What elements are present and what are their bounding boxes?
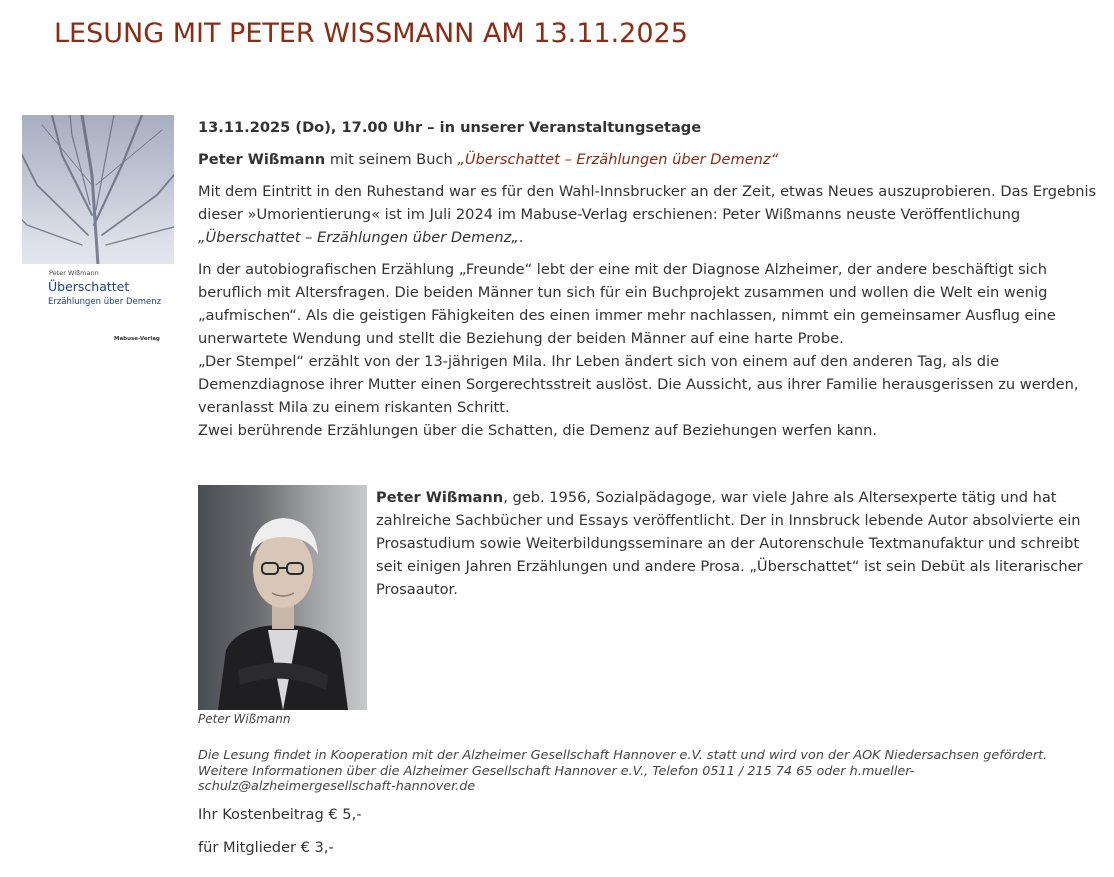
event-description: [198, 116, 1098, 442]
cover-author: Peter Wißmann: [49, 269, 99, 277]
intro-paragraph: [198, 180, 1098, 249]
intro-book-title: „Überschattet – Erzählungen über Demenz„: [198, 229, 519, 246]
cover-title-band: [22, 264, 174, 355]
portrait-caption: Peter Wißmann: [198, 712, 291, 726]
bio-text: , geb. 1956, Sozialpädagoge, war viele Jahre als Altersexperte tätig und hat zahlreiche Sachbücher und Essays veröffentlicht. Der in Innsbruck lebende Autor absolvierte ein Prosastudium sowie Weiterbildungsseminare an der Autorenschule Textmanufaktur und schreibt seit einigen Jahren Erzählungen und andere Prosa. „Überschattet“ ist sein Debüt als literarischer Prosaautor.: [376, 489, 1083, 598]
book-title: „Überschattet – Erzählungen über Demenz“: [457, 151, 779, 168]
notice-line-1: Die Lesung findet in Kooperation mit der Alzheimer Gesellschaft Hannover e.V. statt und wird von der AOK Niedersachsen gefördert.: [198, 748, 1048, 763]
tree-canopy-graphic: [22, 115, 174, 265]
price-members: für Mitglieder € 3,-: [198, 839, 334, 856]
story-summary: Zwei berührende Erzählungen über die Schatten, die Demenz auf Beziehungen werfen kann.: [198, 422, 878, 439]
book-line: [198, 148, 1098, 171]
price-regular: Ihr Kostenbeitrag € 5,-: [198, 806, 362, 823]
event-date-line: 13.11.2025 (Do), 17.00 Uhr – in unserer Veranstaltungsetage: [198, 119, 702, 136]
cover-title: Überschattet: [48, 279, 130, 294]
cover-publisher: Mabuse-Verlag: [114, 336, 160, 342]
story-freunde: In der autobiografischen Erzählung „Freunde“ lebt der eine mit der Diagnose Alzheimer, der andere beschäftigt sich beruflich mit Altersfragen. Die beiden Männer tun sich für ein Buchprojekt zusammen und wollen die Welt ein wenig „aufmischen“. Als die geistigen Fähigkeiten des einen immer mehr nachlassen, nimmt ein gemeinsamer Ausflug eine unerwartete Wendung und stellt die Beziehung der beiden Männer auf eine harte Probe.: [198, 261, 1056, 347]
book-cover-image[interactable]: [22, 115, 174, 355]
story-paragraph: [198, 258, 1098, 442]
intro-text: Mit dem Eintritt in den Ruhestand war es für den Wahl-Innsbrucker an der Zeit, etwas Neues auszuprobieren. Das Ergebnis dieser »Umorientierung« ist im Juli 2024 im Mabuse-Verlag erschienen: Peter Wißmanns neuste Veröffentlichung: [198, 183, 1097, 223]
cooperation-notice: [198, 748, 1098, 795]
notice-line-2: Weitere Informationen über die Alzheimer Gesellschaft Hannover e.V., Telefon 0511 / 215 74 65 oder h.mueller-schulz@alzheimergesellschaft-hannover.de: [198, 763, 915, 794]
author-name: Peter Wißmann: [198, 151, 326, 168]
story-stempel: „Der Stempel“ erzählt von der 13-jährigen Mila. Ihr Leben ändert sich von einem auf den anderen Tag, als die Demenzdiagnose ihrer Mutter einen Sorgerechtsstreit auslöst. Die Aussicht, aus ihrer Familie herausgerissen zu werden, veranlasst Mila zu einem riskanten Schritt.: [198, 353, 1079, 416]
author-portrait-image[interactable]: [198, 485, 367, 710]
cover-subtitle: Erzählungen über Demenz: [48, 297, 162, 307]
intro-end: .: [518, 229, 524, 246]
author-bio: [376, 486, 1096, 601]
book-intro: mit seinem Buch: [325, 151, 458, 168]
page-title: LESUNG MIT PETER WISSMANN AM 13.11.2025: [54, 18, 688, 49]
bio-author-name: Peter Wißmann: [376, 489, 504, 506]
portrait-graphic: [198, 485, 367, 710]
